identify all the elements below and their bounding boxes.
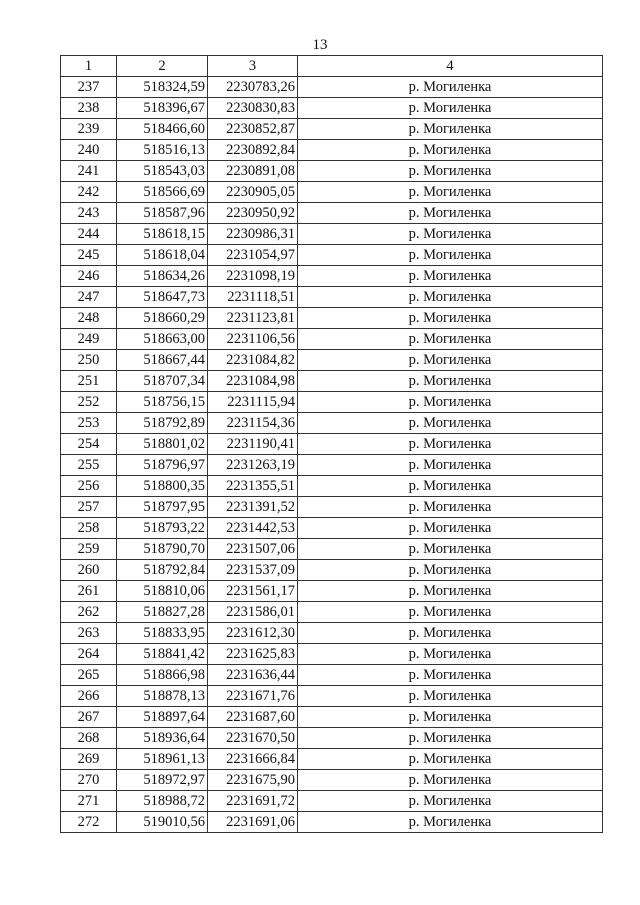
x-coordinate-cell: 518647,73 (117, 287, 208, 308)
table-row (61, 455, 603, 476)
x-coordinate-cell: 518618,04 (117, 245, 208, 266)
y-coordinate-cell: 2231098,19 (208, 266, 298, 287)
y-coordinate-cell: 2231586,01 (208, 602, 298, 623)
location-cell: р. Могиленка (298, 539, 603, 560)
y-coordinate-cell: 2230891,08 (208, 161, 298, 182)
y-coordinate-cell: 2230830,83 (208, 98, 298, 119)
y-coordinate-cell: 2231625,83 (208, 644, 298, 665)
point-number-cell: 259 (61, 539, 117, 560)
x-coordinate-cell: 518543,03 (117, 161, 208, 182)
point-number-cell: 272 (61, 812, 117, 833)
y-coordinate-cell: 2231084,82 (208, 350, 298, 371)
x-coordinate-cell: 518707,34 (117, 371, 208, 392)
x-coordinate-cell: 518800,35 (117, 476, 208, 497)
x-coordinate-cell: 518878,13 (117, 686, 208, 707)
location-cell: р. Могиленка (298, 581, 603, 602)
location-cell: р. Могиленка (298, 497, 603, 518)
location-cell: р. Могиленка (298, 476, 603, 497)
location-cell: р. Могиленка (298, 812, 603, 833)
location-cell: р. Могиленка (298, 308, 603, 329)
y-coordinate-cell: 2231507,06 (208, 539, 298, 560)
location-cell: р. Могиленка (298, 371, 603, 392)
x-coordinate-cell: 518790,70 (117, 539, 208, 560)
point-number-cell: 249 (61, 329, 117, 350)
y-coordinate-cell: 2230783,26 (208, 77, 298, 98)
x-coordinate-cell: 518796,97 (117, 455, 208, 476)
point-number-cell: 255 (61, 455, 117, 476)
table-row (61, 350, 603, 371)
y-coordinate-cell: 2231355,51 (208, 476, 298, 497)
location-cell: р. Могиленка (298, 413, 603, 434)
x-coordinate-cell: 518324,59 (117, 77, 208, 98)
y-coordinate-cell: 2230986,31 (208, 224, 298, 245)
location-cell: р. Могиленка (298, 644, 603, 665)
table-row (61, 413, 603, 434)
x-coordinate-cell: 518792,84 (117, 560, 208, 581)
y-coordinate-cell: 2230950,92 (208, 203, 298, 224)
point-number-cell: 241 (61, 161, 117, 182)
y-coordinate-cell: 2231123,81 (208, 308, 298, 329)
table-row (61, 560, 603, 581)
x-coordinate-cell: 518516,13 (117, 140, 208, 161)
table-row (61, 77, 603, 98)
table-row (61, 266, 603, 287)
point-number-cell: 240 (61, 140, 117, 161)
coordinates-table-body (61, 56, 603, 833)
x-coordinate-cell: 518801,02 (117, 434, 208, 455)
column-header-3: 3 (208, 56, 298, 77)
point-number-cell: 238 (61, 98, 117, 119)
y-coordinate-cell: 2230892,84 (208, 140, 298, 161)
location-cell: р. Могиленка (298, 329, 603, 350)
table-row (61, 434, 603, 455)
table-row (61, 308, 603, 329)
x-coordinate-cell: 518833,95 (117, 623, 208, 644)
location-cell: р. Могиленка (298, 287, 603, 308)
location-cell: р. Могиленка (298, 518, 603, 539)
y-coordinate-cell: 2231666,84 (208, 749, 298, 770)
x-coordinate-cell: 518618,15 (117, 224, 208, 245)
location-cell: р. Могиленка (298, 749, 603, 770)
table-row (61, 707, 603, 728)
location-cell: р. Могиленка (298, 245, 603, 266)
point-number-cell: 271 (61, 791, 117, 812)
x-coordinate-cell: 518936,64 (117, 728, 208, 749)
table-row (61, 665, 603, 686)
y-coordinate-cell: 2231636,44 (208, 665, 298, 686)
y-coordinate-cell: 2231118,51 (208, 287, 298, 308)
location-cell: р. Могиленка (298, 665, 603, 686)
point-number-cell: 237 (61, 77, 117, 98)
location-cell: р. Могиленка (298, 770, 603, 791)
location-cell: р. Могиленка (298, 791, 603, 812)
location-cell: р. Могиленка (298, 98, 603, 119)
point-number-cell: 261 (61, 581, 117, 602)
x-coordinate-cell: 518897,64 (117, 707, 208, 728)
point-number-cell: 269 (61, 749, 117, 770)
table-row (61, 749, 603, 770)
table-row (61, 644, 603, 665)
point-number-cell: 243 (61, 203, 117, 224)
point-number-cell: 264 (61, 644, 117, 665)
y-coordinate-cell: 2231054,97 (208, 245, 298, 266)
y-coordinate-cell: 2231106,56 (208, 329, 298, 350)
y-coordinate-cell: 2231084,98 (208, 371, 298, 392)
x-coordinate-cell: 518396,67 (117, 98, 208, 119)
y-coordinate-cell: 2231691,06 (208, 812, 298, 833)
point-number-cell: 245 (61, 245, 117, 266)
table-row (61, 203, 603, 224)
table-header-row (61, 56, 603, 77)
point-number-cell: 260 (61, 560, 117, 581)
point-number-cell: 265 (61, 665, 117, 686)
x-coordinate-cell: 518587,96 (117, 203, 208, 224)
x-coordinate-cell: 518660,29 (117, 308, 208, 329)
y-coordinate-cell: 2231442,53 (208, 518, 298, 539)
table-row (61, 245, 603, 266)
table-row (61, 518, 603, 539)
point-number-cell: 248 (61, 308, 117, 329)
y-coordinate-cell: 2231612,30 (208, 623, 298, 644)
x-coordinate-cell: 518841,42 (117, 644, 208, 665)
x-coordinate-cell: 518961,13 (117, 749, 208, 770)
table-row (61, 140, 603, 161)
table-row (61, 371, 603, 392)
location-cell: р. Могиленка (298, 77, 603, 98)
table-row (61, 161, 603, 182)
x-coordinate-cell: 518866,98 (117, 665, 208, 686)
location-cell: р. Могиленка (298, 686, 603, 707)
x-coordinate-cell: 518827,28 (117, 602, 208, 623)
location-cell: р. Могиленка (298, 140, 603, 161)
point-number-cell: 250 (61, 350, 117, 371)
y-coordinate-cell: 2231263,19 (208, 455, 298, 476)
y-coordinate-cell: 2231537,09 (208, 560, 298, 581)
table-row (61, 329, 603, 350)
point-number-cell: 268 (61, 728, 117, 749)
location-cell: р. Могиленка (298, 182, 603, 203)
point-number-cell: 246 (61, 266, 117, 287)
point-number-cell: 239 (61, 119, 117, 140)
point-number-cell: 267 (61, 707, 117, 728)
point-number-cell: 262 (61, 602, 117, 623)
point-number-cell: 256 (61, 476, 117, 497)
x-coordinate-cell: 518810,06 (117, 581, 208, 602)
point-number-cell: 258 (61, 518, 117, 539)
point-number-cell: 247 (61, 287, 117, 308)
y-coordinate-cell: 2231115,94 (208, 392, 298, 413)
y-coordinate-cell: 2230905,05 (208, 182, 298, 203)
y-coordinate-cell: 2231691,72 (208, 791, 298, 812)
x-coordinate-cell: 518988,72 (117, 791, 208, 812)
location-cell: р. Могиленка (298, 392, 603, 413)
y-coordinate-cell: 2231670,50 (208, 728, 298, 749)
x-coordinate-cell: 518667,44 (117, 350, 208, 371)
page-number: 13 (312, 37, 328, 53)
table-row (61, 812, 603, 833)
table-row (61, 119, 603, 140)
point-number-cell: 252 (61, 392, 117, 413)
table-row (61, 182, 603, 203)
point-number-cell: 257 (61, 497, 117, 518)
x-coordinate-cell: 518466,60 (117, 119, 208, 140)
y-coordinate-cell: 2231391,52 (208, 497, 298, 518)
table-row (61, 770, 603, 791)
location-cell: р. Могиленка (298, 350, 603, 371)
point-number-cell: 242 (61, 182, 117, 203)
point-number-cell: 263 (61, 623, 117, 644)
y-coordinate-cell: 2230852,87 (208, 119, 298, 140)
location-cell: р. Могиленка (298, 623, 603, 644)
x-coordinate-cell: 518663,00 (117, 329, 208, 350)
y-coordinate-cell: 2231675,90 (208, 770, 298, 791)
x-coordinate-cell: 518972,97 (117, 770, 208, 791)
table-row (61, 476, 603, 497)
location-cell: р. Могиленка (298, 119, 603, 140)
table-row (61, 224, 603, 245)
location-cell: р. Могиленка (298, 707, 603, 728)
table-row (61, 686, 603, 707)
location-cell: р. Могиленка (298, 455, 603, 476)
column-header-1: 1 (61, 56, 117, 77)
point-number-cell: 270 (61, 770, 117, 791)
location-cell: р. Могиленка (298, 224, 603, 245)
table-row (61, 602, 603, 623)
table-row (61, 581, 603, 602)
x-coordinate-cell: 518793,22 (117, 518, 208, 539)
y-coordinate-cell: 2231671,76 (208, 686, 298, 707)
x-coordinate-cell: 518797,95 (117, 497, 208, 518)
point-number-cell: 266 (61, 686, 117, 707)
x-coordinate-cell: 518792,89 (117, 413, 208, 434)
table-row (61, 539, 603, 560)
table-row (61, 497, 603, 518)
point-number-cell: 254 (61, 434, 117, 455)
x-coordinate-cell: 519010,56 (117, 812, 208, 833)
location-cell: р. Могиленка (298, 434, 603, 455)
table-row (61, 728, 603, 749)
location-cell: р. Могиленка (298, 602, 603, 623)
column-header-4: 4 (298, 56, 603, 77)
point-number-cell: 253 (61, 413, 117, 434)
x-coordinate-cell: 518566,69 (117, 182, 208, 203)
table-row (61, 98, 603, 119)
location-cell: р. Могиленка (298, 203, 603, 224)
y-coordinate-cell: 2231154,36 (208, 413, 298, 434)
y-coordinate-cell: 2231190,41 (208, 434, 298, 455)
point-number-cell: 244 (61, 224, 117, 245)
table-row (61, 791, 603, 812)
x-coordinate-cell: 518634,26 (117, 266, 208, 287)
location-cell: р. Могиленка (298, 728, 603, 749)
point-number-cell: 251 (61, 371, 117, 392)
location-cell: р. Могиленка (298, 560, 603, 581)
x-coordinate-cell: 518756,15 (117, 392, 208, 413)
table-row (61, 287, 603, 308)
location-cell: р. Могиленка (298, 161, 603, 182)
table-row (61, 623, 603, 644)
column-header-2: 2 (117, 56, 208, 77)
y-coordinate-cell: 2231687,60 (208, 707, 298, 728)
location-cell: р. Могиленка (298, 266, 603, 287)
coordinates-table (60, 55, 603, 833)
table-row (61, 392, 603, 413)
y-coordinate-cell: 2231561,17 (208, 581, 298, 602)
